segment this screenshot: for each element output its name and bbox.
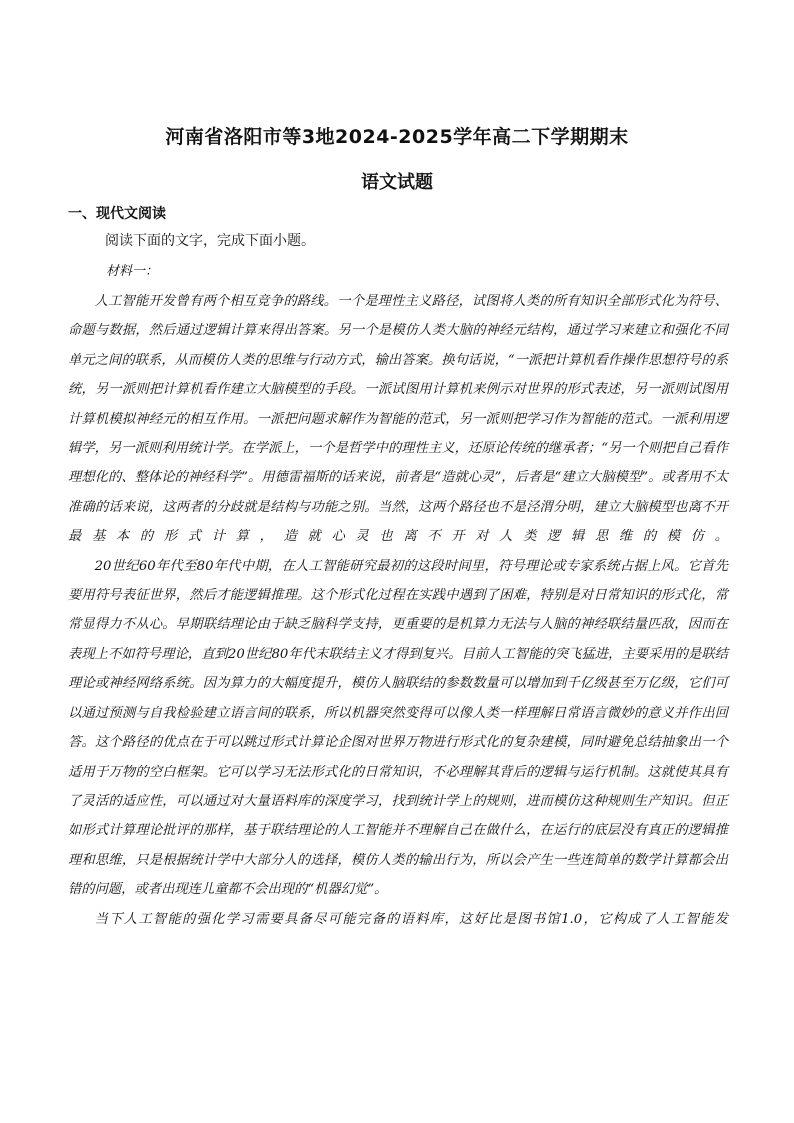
document-title: 河南省洛阳市等3地2024-2025学年高二下学期期末	[165, 126, 629, 148]
document-subtitle: 语文试题	[361, 172, 433, 193]
material-label: 材料一：	[106, 264, 159, 279]
passage-body	[68, 287, 728, 934]
passage-paragraph: 20世纪60年代至80年代中期，在人工智能研究最初的这段时间里，符号理论或专家系统占据上风。它首先要用符号表征世界，然后才能逻辑推理。这个形式化过程在实践中遇到了困难，特别是对日常知识的形式化，常常显得力不从心。早期联结理论由于缺乏脑科学支持，更重要的是机算力无法与人脑的神经联结量匹敌，因而在表现上不如符号理论，直到20世纪80年代末联结主义才得到复兴。目前人工智能的突飞猛进，主要采用的是联结理论或神经网络系统。因为算力的大幅度提升，模仿人脑联结的参数数量可以增加到千亿级甚至万亿级，它们可以通过预测与自我检验建立语言间的联系，所以机器突然变得可以像人类一样理解日常语言微妙的意义并作出回答。这个路径的优点在于可以跳过形式计算论企图对世界万物进行形式化的复杂建模，同时避免总结抽象出一个适用于万物的空白框架。它可以学习无法形式化的日常知识，不必理解其背后的逻辑与运行机制。这就使其具有了灵活的适应性，可以通过对大量语料库的深度学习，找到统计学上的规则，进而模仿这种规则生产知识。但正如形式计算理论批评的那样，基于联结理论的人工智能并不理解自己在做什么，在运行的底层没有真正的逻辑推理和思维，只是根据统计学中大部分人的选择，模仿人类的输出行为，所以会产生一些连简单的数学计算都会出错的问题，或者出现连儿童都不会出现的“机器幻觉”。	[68, 558, 728, 898]
passage-paragraph: 人工智能开发曾有两个相互竞争的路线。一个是理性主义路径，试图将人类的所有知识全部形式化为符号、命题与数据，然后通过逻辑计算来得出答案。另一个是模仿人类大脑的神经元结构，通过学习来建立和强化不同单元之间的联系，从而模仿人类的思维与行动方式，输出答案。换句话说，“一派把计算机看作操作思想符号的系统，另一派则把计算机看作建立大脑模型的手段。一派试图用计算机来例示对世界的形式表述，另一派则试图用计算机模拟神经元的相互作用。一派把问题求解作为智能的范式，另一派则把学习作为智能的范式。一派利用逻辑学，另一派则利用统计学。在学派上，一个是哲学中的理性主义，还原论传统的继承者；“另一个则把自己看作理想化的、整体论的神经科学”。用德雷福斯的话来说，前者是“造就心灵”，后者是“建立大脑模型”。或者用不太准确的话来说，这两者的分歧就是结构与功能之别。当然，这两个路径也不是泾渭分明，建立大脑模型也离不开最基本的形式计算，造就心灵也离不开对人类逻辑思维的模仿。	[68, 294, 728, 545]
section-heading: 一、现代文阅读	[68, 206, 166, 222]
reading-instruction: 阅读下面的文字，完成下面小题。	[105, 233, 315, 249]
passage-paragraph: 当下人工智能的强化学习需要具备尽可能完备的语料库，这好比是图书馆1.0，它构成了人工智能发	[94, 911, 728, 927]
